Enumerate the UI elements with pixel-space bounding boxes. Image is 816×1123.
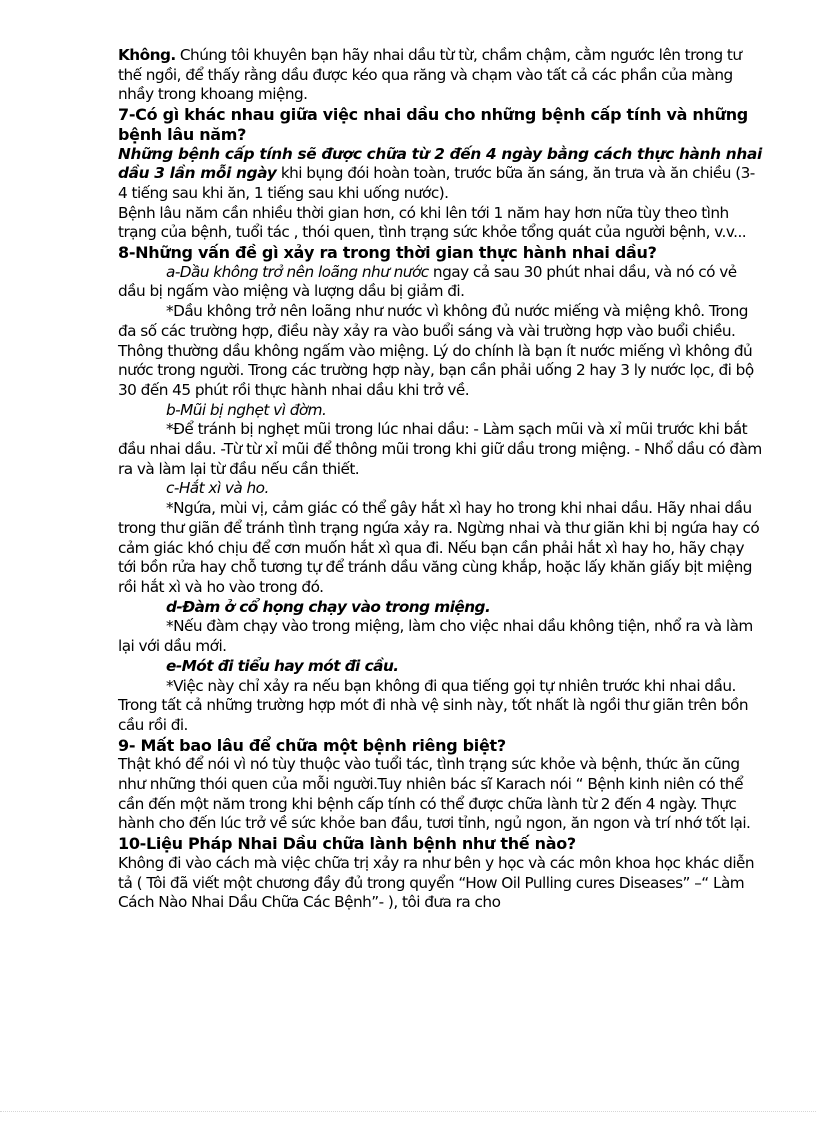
q8-a-title: a-Dầu không trở nên loãng như nước <box>166 262 429 281</box>
q8-a-paragraph <box>118 263 764 302</box>
q8-c-note: *Ngứa, mùi vị, cảm giác có thể gây hắt xì hay ho trong khi nhai dầu. Hãy nhai dầu trong thư giãn để tránh tình trạng ngứa xảy ra. Ngừng nhai và thư giãn khi bị ngứa hay có cảm giác khó chịu để cơn muốn hắt xì qua đi. Nếu bạn cần phải hắt xì hay ho, hãy chạy tới bồn rửa hay chỗ tương tự để tránh dầu văng cùng khắp, hoặc lấy khăn giấy bịt miệng rồi hắt xì và ho vào trong đó. <box>118 499 760 596</box>
q8-heading: 8-Những vấn đề gì xảy ra trong thời gian thực hành nhai dầu? <box>118 243 657 263</box>
q10-paragraph: Không đi vào cách mà việc chữa trị xảy ra như bên y học và các môn khoa học khác diễn tả ( Tôi đã viết một chương đầy đủ trong quyển “How Oil Pulling cures Diseases” –“ Làm Cách Nào Nhai Dầu Chữa Các Bệnh”- ), tôi đưa ra cho <box>118 853 755 912</box>
q7-paragraph <box>118 145 764 204</box>
q10-heading: 10-Liệu Pháp Nhai Dầu chữa lành bệnh như thế nào? <box>118 834 576 854</box>
q8-a-note: *Dầu không trở nên loãng như nước vì không đủ nước miếng và miệng khô. Trong đa số các trường hợp, điều này xảy ra vào buổi sáng và vài trường hợp vào buổi chiều. Thông thường dầu không ngấm vào miệng. Lý do chính là bạn ít nước miếng vì không đủ nước trong người. Trong các trường hợp này, bạn cần phải uống 2 hay 3 ly nước lọc, đi bộ 30 đến 45 phút rồi thực hành nhai dầu khi trở về. <box>118 302 754 399</box>
q8-c-title: c-Hắt xì và ho. <box>166 479 269 498</box>
q8-d-title: d-Đàm ở cổ họng chạy vào trong miệng. <box>166 597 491 616</box>
q8-e-note: *Việc này chỉ xảy ra nếu bạn không đi qua tiếng gọi tự nhiên trước khi nhai dầu. Trong tất cả những trường hợp mót đi nhà vệ sinh này, tốt nhất là ngồi thư giãn trên bồn cầu rồi đi. <box>118 676 748 734</box>
q9-heading: 9- Mất bao lâu để chữa một bệnh riêng biệt? <box>118 735 506 755</box>
q7-heading: 7-Có gì khác nhau giữa việc nhai dầu cho những bệnh cấp tính và những bệnh lâu năm? <box>118 105 748 144</box>
q7-emphasis: Những bệnh cấp tính sẽ được chữa từ 2 đến 4 ngày bằng cách thực hành nhai dầu 3 lần mỗi ngày <box>118 144 762 183</box>
q8-b-note: *Để tránh bị nghẹt mũi trong lúc nhai dầu: - Làm sạch mũi và xỉ mũi trước khi bắt đầu nhai dầu. -Từ từ xỉ mũi để thông mũi trong khi giữ dầu trong miệng. - Nhổ dầu có đàm ra và làm lại từ đầu nếu cần thiết. <box>118 420 762 478</box>
q8-e-title: e-Mót đi tiểu hay mót đi cầu. <box>166 656 399 675</box>
page-bottom-divider <box>0 1111 816 1112</box>
q8-a-continuation: ngay cả sau 30 phút nhai dầu, và nó có vẻ dầu bị ngấm vào miệng và lượng dầu bị giảm đi. <box>118 262 737 301</box>
q8-b-title: b-Mũi bị nghẹt vì đờm. <box>166 400 327 419</box>
intro-text: Chúng tôi khuyên bạn hãy nhai dầu từ từ, chầm chậm, cằm ngước lên trong tư thế ngồi, để thấy rằng dầu được kéo qua răng và chạm vào tất cả các phần của màng nhầy trong khoang miệng. <box>118 46 742 104</box>
document-page <box>118 46 764 913</box>
q7-continuation: khi bụng đói hoàn toàn, trước bữa ăn sáng, ăn trưa và ăn chiều (3- 4 tiếng sau khi ăn, 1 tiếng sau khi uống nước). <box>118 164 755 202</box>
q9-paragraph: Thật khó để nói vì nó tùy thuộc vào tuổi tác, tình trạng sức khỏe và bệnh, thức ăn cũng như những thói quen của mỗi người.Tuy nhiên bác sĩ Karach nói “ Bệnh kinh niên có thể cần đến một năm trong khi bệnh cấp tính có thể được chữa lành từ 2 đến 4 ngày. Thực hành cho đến lúc trở về sức khỏe ban đầu, tươi tỉnh, ngủ ngon, ăn ngon và trí nhớ tốt lại. <box>118 755 751 833</box>
q8-d-note: *Nếu đàm chạy vào trong miệng, làm cho việc nhai dầu không tiện, nhổ ra và làm lại với dầu mới. <box>118 617 753 656</box>
intro-paragraph <box>118 46 764 105</box>
intro-lead: Không. <box>118 46 176 64</box>
q7-paragraph-2: Bệnh lâu năm cần nhiều thời gian hơn, có khi lên tới 1 năm hay hơn nữa tùy theo tình trạng của bệnh, tuổi tác , thói quen, tình trạng sức khỏe tổng quát của người bệnh, v.v... <box>118 203 747 242</box>
